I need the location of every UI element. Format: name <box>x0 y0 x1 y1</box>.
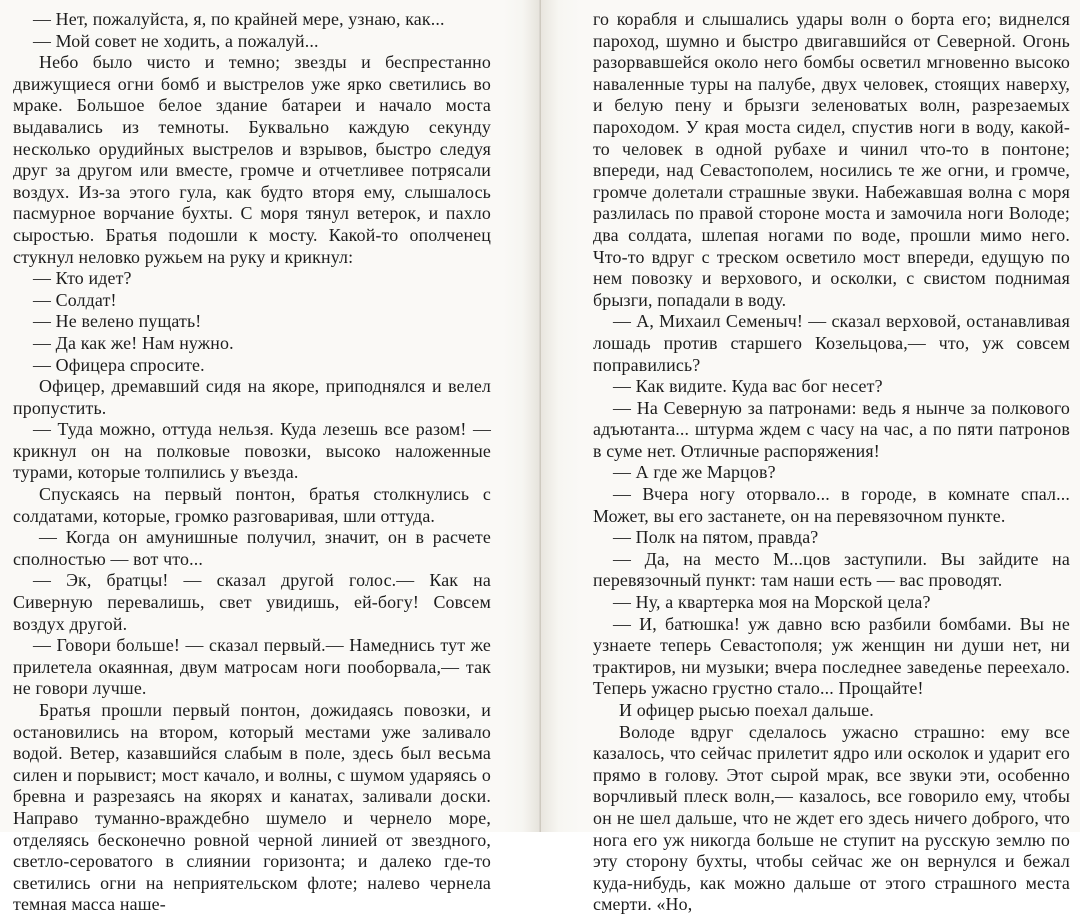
paragraph: И офицер рысью поехал дальше. <box>619 700 874 720</box>
left-page-text <box>13 9 491 916</box>
paragraph: — А где же Марцов? <box>613 462 776 483</box>
paragraph: — Полк на пятом, правда? <box>613 527 819 548</box>
paragraph: — Да как же! Нам нужно. <box>33 332 234 353</box>
paragraph: — Да, на место М...цов заступили. Вы зайдите на перевязочный пункт: там наши есть — вас проводят. <box>593 548 1070 591</box>
paragraph: — Ну, а квартерка моя на Морской цела? <box>613 592 931 613</box>
paragraph: — На Северную за патронами: ведь я нынче за полкового адъютанта... штурма ждем с часу на час, а по пяти патронов в суме нет. Отличные распоряжения! <box>593 397 1070 461</box>
paragraph: — Когда он амунишные получил, значит, он в расчете сполностью — вот что... <box>13 527 491 569</box>
right-page <box>540 0 1080 915</box>
paragraph: Небо было чисто и темно; звезды и беспрестанно движущиеся огни бомб и выстрелов уже ярко светились во мраке. Большое белое здание батареи и начало моста выдавались из темноты. Буквально каждую секунду несколько орудийных выстрелов и взрывов, быстро следуя друг за другом или вместе, громче и отчетливее потрясали воздух. Из-за этого гула, как будто вторя ему, слышалось пасмурное ворчание бухты. С моря тянул ветерок, и пахло сыростью. Братья подошли к мосту. Какой-то ополченец стукнул неловко ружьем на руку и крикнул: <box>13 52 491 267</box>
paragraph: — Кто идет? <box>33 268 132 289</box>
paragraph: — Туда можно, оттуда нельзя. Куда лезешь все разом! — крикнул он на полковые повозки, высоко наложенные турами, которые толпились у въезда. <box>13 419 491 483</box>
paragraph: — Нет, пожалуйста, я, по крайней мере, узнаю, как... <box>33 9 445 29</box>
paragraph: — Офицера спросите. <box>33 354 205 375</box>
paragraph: — А, Михаил Семеныч! — сказал верховой, останавливая лошадь против старшего Козельцова,— что, уж совсем поправились? <box>593 311 1070 375</box>
paragraph: Володе вдруг сделалось ужасно страшно: ему все казалось, что сейчас прилетит ядро или осколок и ударит его прямо в голову. Этот сырой мрак, все звуки эти, особенно ворчливый плеск волн,— казалось, все говорило ему, чтобы он не шел дальше, что не ждет его здесь ничего доброго, что нога его уж никогда больше не ступит на русскую землю по эту сторону бухты, чтобы сейчас же он вернулся и бежал куда-нибудь, как можно дальше от этого страшного места смерти. «Но, <box>593 721 1070 915</box>
paragraph: — Говори больше! — сказал первый.— Намеднись тут же прилетела окаянная, двум матросам ноги пооборвала,— так не говори лучше. <box>13 635 491 699</box>
paragraph: — Не велено пущать! <box>33 311 202 332</box>
left-page <box>0 0 540 915</box>
paragraph: — Эк, братцы! — сказал другой голос.— Как на Сиверную перевалишь, свет увидишь, ей-богу! Совсем воздух другой. <box>13 570 491 634</box>
paragraph: — Вчера ногу оторвало... в городе, в комнате спал... Может, вы его застанете, он на перевязочном пункте. <box>593 484 1070 526</box>
paragraph: Спускаясь на первый понтон, братья столкнулись с солдатами, которые, громко разговаривая, шли оттуда. <box>13 484 491 526</box>
paragraph: — Солдат! <box>33 289 117 310</box>
right-page-text <box>593 9 1070 916</box>
paragraph: — Мой совет не ходить, а пожалуй... <box>33 30 319 51</box>
paragraph: — И, батюшка! уж давно всю разбили бомбами. Вы не узнаете теперь Севастополя; уж женщин ни души нет, ни трактиров, ни музыки; вчера последнее заведенье переехало. Теперь ужасно грустно стало... Прощайте! <box>593 613 1070 699</box>
paragraph: — Как видите. Куда вас бог несет? <box>613 376 883 397</box>
paragraph: Братья прошли первый понтон, дожидаясь повозки, и остановились на втором, который местами уже заливало водой. Ветер, казавшийся слабым в поле, здесь был весьма силен и порывист; мост качало, и волны, с шумом ударяясь о бревна и разрезаясь на якорях и канатах, заливали доски. Направо туманно-враждебно шумело и чернело море, отделяясь бесконечно ровной черной линией от звездного, светло-сероватого в слиянии горизонта; и далеко где-то светились огни на неприятельском флоте; налево чернела темная масса наше- <box>13 700 491 915</box>
paragraph: го корабля и слышались удары волн о борта его; виднелся пароход, шумно и быстро двигавшийся от Северной. Огонь разорвавшейся около него бомбы осветил мгновенно высоко наваленные туры на палубе, двух человек, стоящих наверху, и белую пену и брызги зеленоватых волн, разрезаемых пароходом. У края моста сидел, спустив ноги в воду, какой-то человек в одной рубахе и чинил что-то в понтоне; впереди, над Севастополем, носились те же огни, и громче, громче долетали страшные звуки. Набежавшая волна с моря разлилась по правой стороне моста и замочила ноги Володе; два солдата, шлепая ногами по воде, прошли мимо него. Что-то вдруг с треском осветило мост впереди, едущую по нем повозку и верхового, и осколки, с свистом поднимая брызги, попадали в воду. <box>593 9 1070 310</box>
paragraph: Офицер, дремавший сидя на якоре, приподнялся и велел пропустить. <box>13 376 491 418</box>
